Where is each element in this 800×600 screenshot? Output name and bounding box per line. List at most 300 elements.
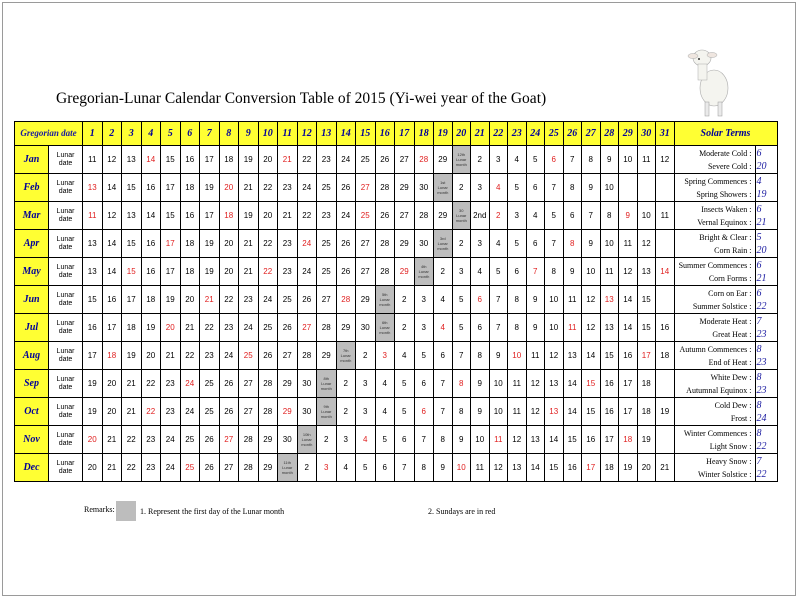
lunar-date-cell: 10 — [489, 398, 508, 426]
lunar-date-cell: 23 — [219, 314, 239, 342]
lunar-date-cell: 8 — [508, 314, 527, 342]
lunar-date-cell: 21 — [656, 454, 675, 482]
lunar-date-cell: 13 — [526, 426, 545, 454]
lunar-date-cell: 10 — [471, 426, 490, 454]
lunar-date-cell: 13 — [637, 258, 656, 286]
lunar-date-cell: 21 — [200, 286, 220, 314]
lunar-date-cell: 30 — [414, 174, 434, 202]
lunar-date-cell: 24 — [161, 454, 181, 482]
lunar-date-cell — [656, 174, 675, 202]
new-month-caption: Lunar month — [320, 381, 332, 391]
lunar-date-label: Lunar date — [49, 314, 83, 342]
conversion-table — [14, 121, 778, 482]
lunar-date-cell: 3 — [452, 258, 471, 286]
lunar-date-cell: 17 — [161, 174, 181, 202]
lunar-date-cell: 24 — [297, 174, 317, 202]
lunar-date-cell: 14 — [102, 230, 122, 258]
solar-term-days — [755, 370, 777, 398]
solar-term-name: Vernal Equinox : — [697, 217, 752, 227]
lunar-date-cell: 3 — [356, 370, 376, 398]
lunar-date-cell: 9 — [582, 174, 601, 202]
lunar-date-cell: 26 — [258, 342, 278, 370]
lunar-date-cell: 17 — [102, 314, 122, 342]
lunar-date-cell: 29 — [336, 314, 356, 342]
solar-term-day: 20 — [756, 244, 767, 256]
lunar-date-cell: 12 — [582, 314, 601, 342]
solar-term-days — [755, 174, 777, 202]
lunar-date-cell: 19 — [122, 342, 142, 370]
solar-term-days — [755, 230, 777, 258]
lunar-date-cell: 24 — [258, 286, 278, 314]
lunar-date-cell: 17 — [619, 398, 638, 426]
lunar-date-cell: 29 — [278, 398, 298, 426]
solar-term-day: 6 — [756, 259, 762, 271]
month-row-mar — [15, 202, 778, 230]
lunar-date-cell: 7 — [452, 342, 471, 370]
lunar-date-cell: 2nd — [471, 202, 490, 230]
lunar-date-cell: 6 — [526, 174, 545, 202]
lunar-date-cell: 29 — [317, 342, 337, 370]
lunar-date-cell: 5 — [545, 202, 564, 230]
lunar-date-cell: 25 — [278, 286, 298, 314]
lunar-date-cell: 19 — [239, 146, 259, 174]
lunar-date-cell: 20 — [258, 202, 278, 230]
solar-term-day: 7 — [756, 315, 762, 327]
lunar-date-cell: 17 — [600, 426, 619, 454]
lunar-date-cell — [656, 230, 675, 258]
lunar-date-cell: 13 — [508, 454, 527, 482]
lunar-date-cell: 15 — [563, 426, 582, 454]
day-header-5: 5 — [161, 122, 181, 146]
solar-term-name: Corn Rain : — [714, 245, 752, 255]
lunar-date-cell: 16 — [141, 258, 161, 286]
day-header-30: 30 — [637, 122, 656, 146]
new-month-ordinal: 3rd — [439, 236, 446, 241]
lunar-date-cell: 19 — [200, 230, 220, 258]
lunar-date-cell: 10 — [619, 146, 638, 174]
lunar-date-cell: 10 — [545, 314, 564, 342]
lunar-date-cell: 23 — [317, 202, 337, 230]
lunar-date-cell: 13 — [122, 202, 142, 230]
lunar-date-cell: 7 — [489, 286, 508, 314]
lunar-date-cell: 18 — [600, 454, 619, 482]
lunar-date-cell: 7 — [395, 454, 415, 482]
lunar-date-cell: 19 — [200, 258, 220, 286]
solar-terms-header: Solar Terms — [674, 122, 777, 146]
lunar-date-cell: 15 — [600, 342, 619, 370]
lunar-date-cell: 23 — [161, 370, 181, 398]
lunar-date-cell: 13 — [600, 286, 619, 314]
new-month-ordinal: 11th — [283, 460, 291, 465]
lunar-date-label: Lunar date — [49, 370, 83, 398]
lunar-date-cell: 3 — [414, 286, 434, 314]
lunar-date-cell: 25 — [317, 258, 337, 286]
lunar-date-cell: 23 — [161, 398, 181, 426]
new-lunar-month-cell — [452, 202, 471, 230]
lunar-date-cell: 21 — [239, 258, 259, 286]
day-header-24: 24 — [526, 122, 545, 146]
lunar-date-cell: 18 — [102, 342, 122, 370]
lunar-date-cell: 13 — [83, 174, 103, 202]
new-month-caption: Lunar month — [437, 185, 449, 195]
new-month-caption: Lunar month — [379, 297, 391, 307]
new-lunar-month-cell — [375, 286, 395, 314]
lunar-date-cell: 10 — [637, 202, 656, 230]
lunar-date-cell: 9 — [434, 454, 453, 482]
lunar-date-cell: 20 — [258, 146, 278, 174]
lunar-date-label: Lunar date — [49, 174, 83, 202]
lunar-date-cell: 20 — [637, 454, 656, 482]
lunar-date-cell: 9 — [452, 426, 471, 454]
solar-term-days — [755, 258, 777, 286]
month-name: Jan — [15, 146, 49, 174]
lunar-date-cell: 17 — [161, 258, 181, 286]
solar-term-days — [755, 342, 777, 370]
day-header-12: 12 — [297, 122, 317, 146]
solar-term-day: 8 — [756, 427, 762, 439]
new-month-ordinal: 7th — [342, 348, 349, 353]
lunar-date-cell: 22 — [297, 202, 317, 230]
solar-term-days — [755, 454, 777, 482]
lunar-date-cell: 6 — [563, 202, 582, 230]
new-month-ordinal: 30 — [459, 208, 464, 213]
lunar-date-cell: 22 — [297, 146, 317, 174]
lunar-date-cell: 14 — [656, 258, 675, 286]
lunar-date-cell: 29 — [434, 146, 453, 174]
lunar-date-cell: 19 — [141, 314, 161, 342]
lunar-date-cell: 7 — [582, 202, 601, 230]
lunar-date-cell: 2 — [489, 202, 508, 230]
new-month-ordinal: 12th — [457, 152, 466, 157]
lunar-date-cell: 6 — [471, 286, 490, 314]
lunar-date-cell: 29 — [434, 202, 453, 230]
new-lunar-month-cell — [434, 230, 453, 258]
lunar-date-cell: 2 — [336, 370, 356, 398]
lunar-date-cell: 16 — [102, 286, 122, 314]
header-row — [15, 122, 778, 146]
lunar-date-cell: 26 — [375, 146, 395, 174]
lunar-date-cell: 5 — [395, 398, 415, 426]
lunar-date-cell: 28 — [375, 230, 395, 258]
day-header-3: 3 — [122, 122, 142, 146]
lunar-date-cell: 4 — [356, 426, 376, 454]
lunar-date-cell: 18 — [619, 426, 638, 454]
lunar-date-cell: 16 — [141, 230, 161, 258]
lunar-date-cell: 16 — [180, 202, 200, 230]
lunar-date-cell: 8 — [414, 454, 434, 482]
lunar-date-cell: 28 — [375, 174, 395, 202]
lunar-date-cell: 16 — [180, 146, 200, 174]
lunar-date-cell: 11 — [656, 202, 675, 230]
lunar-date-cell: 29 — [395, 174, 415, 202]
month-row-may — [15, 258, 778, 286]
lunar-date-cell: 18 — [141, 286, 161, 314]
lunar-date-cell: 7 — [434, 370, 453, 398]
lunar-date-cell: 17 — [200, 202, 220, 230]
lunar-date-cell: 18 — [180, 258, 200, 286]
lunar-date-cell: 10 — [489, 370, 508, 398]
lunar-date-cell: 14 — [619, 286, 638, 314]
lunar-date-cell: 12 — [489, 454, 508, 482]
lunar-date-cell: 30 — [414, 230, 434, 258]
solar-term-name: Summer Solstice : — [692, 301, 752, 311]
lunar-date-cell: 12 — [619, 258, 638, 286]
lunar-date-cell: 13 — [83, 258, 103, 286]
new-month-ordinal: 1st — [440, 180, 446, 185]
day-header-31: 31 — [656, 122, 675, 146]
day-header-7: 7 — [200, 122, 220, 146]
lunar-date-cell: 10 — [545, 286, 564, 314]
lunar-date-cell: 24 — [336, 146, 356, 174]
lunar-date-cell: 2 — [452, 230, 471, 258]
lunar-date-cell: 25 — [200, 398, 220, 426]
solar-term-day: 22 — [756, 300, 767, 312]
lunar-date-cell: 7 — [434, 398, 453, 426]
lunar-date-cell: 21 — [161, 342, 181, 370]
lunar-date-cell: 29 — [258, 426, 278, 454]
lunar-date-cell: 13 — [83, 230, 103, 258]
solar-term-day: 6 — [756, 147, 762, 159]
lunar-date-cell: 27 — [356, 174, 376, 202]
lunar-date-cell: 3 — [336, 426, 356, 454]
lunar-date-cell: 27 — [395, 146, 415, 174]
month-name: Mar — [15, 202, 49, 230]
solar-term-names — [674, 398, 755, 426]
lunar-date-cell: 28 — [239, 454, 259, 482]
lunar-date-cell: 8 — [545, 258, 564, 286]
lunar-date-cell: 5 — [452, 286, 471, 314]
lunar-date-cell: 14 — [141, 202, 161, 230]
lunar-date-cell: 2 — [395, 314, 415, 342]
lunar-date-cell: 7 — [489, 314, 508, 342]
lunar-date-cell: 27 — [395, 202, 415, 230]
lunar-date-cell: 27 — [317, 286, 337, 314]
lunar-date-cell: 22 — [141, 370, 161, 398]
lunar-date-cell: 11 — [563, 314, 582, 342]
lunar-date-cell: 30 — [297, 370, 317, 398]
lunar-date-cell: 4 — [395, 342, 415, 370]
lunar-date-cell: 19 — [619, 454, 638, 482]
lunar-date-cell: 21 — [102, 454, 122, 482]
lunar-date-label: Lunar date — [49, 202, 83, 230]
solar-term-day: 21 — [756, 272, 767, 284]
lunar-date-cell: 19 — [83, 398, 103, 426]
new-lunar-month-cell — [278, 454, 298, 482]
lunar-date-cell: 29 — [395, 230, 415, 258]
lunar-date-label: Lunar date — [49, 398, 83, 426]
lunar-date-cell: 27 — [278, 342, 298, 370]
lunar-date-cell: 29 — [356, 286, 376, 314]
new-lunar-month-cell — [414, 258, 434, 286]
solar-term-day: 6 — [756, 203, 762, 215]
lunar-date-cell: 4 — [508, 146, 527, 174]
month-name: Jul — [15, 314, 49, 342]
solar-term-name: Moderate Heat : — [699, 316, 752, 326]
month-name: Oct — [15, 398, 49, 426]
lunar-date-cell: 14 — [563, 370, 582, 398]
month-row-jun — [15, 286, 778, 314]
solar-term-day: 19 — [756, 188, 767, 200]
month-name: May — [15, 258, 49, 286]
lunar-date-cell: 11 — [600, 258, 619, 286]
lunar-date-cell: 3 — [471, 174, 490, 202]
lunar-date-cell: 17 — [582, 454, 601, 482]
lunar-date-cell: 22 — [200, 314, 220, 342]
lunar-date-cell: 29 — [278, 370, 298, 398]
day-header-28: 28 — [600, 122, 619, 146]
lunar-date-cell: 19 — [656, 398, 675, 426]
lunar-date-cell: 16 — [619, 342, 638, 370]
new-month-ordinal: 6th — [381, 320, 388, 325]
lunar-date-cell: 16 — [83, 314, 103, 342]
lunar-date-cell: 20 — [180, 286, 200, 314]
solar-term-name: Bright & Clear : — [699, 232, 752, 242]
lunar-date-cell: 12 — [526, 398, 545, 426]
lunar-date-cell: 22 — [258, 174, 278, 202]
lunar-date-cell: 23 — [278, 174, 298, 202]
lunar-date-cell: 20 — [141, 342, 161, 370]
month-row-oct — [15, 398, 778, 426]
solar-term-day: 6 — [756, 287, 762, 299]
new-lunar-month-cell — [434, 174, 453, 202]
lunar-date-cell: 25 — [317, 230, 337, 258]
lunar-date-cell: 23 — [239, 286, 259, 314]
solar-term-names — [674, 342, 755, 370]
month-name: Dec — [15, 454, 49, 482]
lunar-date-cell: 8 — [452, 370, 471, 398]
day-header-18: 18 — [414, 122, 434, 146]
lunar-date-cell: 2 — [297, 454, 317, 482]
lunar-date-cell: 28 — [258, 370, 278, 398]
lunar-date-cell: 21 — [239, 174, 259, 202]
lunar-date-cell: 19 — [161, 286, 181, 314]
lunar-date-cell: 20 — [83, 454, 103, 482]
new-month-caption: Lunar month — [281, 465, 293, 475]
lunar-date-cell: 15 — [637, 314, 656, 342]
lunar-date-cell: 22 — [122, 454, 142, 482]
lunar-date-cell: 17 — [619, 370, 638, 398]
new-month-caption: Lunar month — [340, 353, 352, 363]
lunar-date-cell: 11 — [471, 454, 490, 482]
lunar-date-cell: 20 — [83, 426, 103, 454]
solar-term-days — [755, 398, 777, 426]
lunar-date-cell: 26 — [336, 230, 356, 258]
day-header-10: 10 — [258, 122, 278, 146]
lunar-date-cell: 17 — [637, 342, 656, 370]
day-header-14: 14 — [336, 122, 356, 146]
lunar-date-cell: 10 — [508, 342, 527, 370]
lunar-date-cell: 8 — [452, 398, 471, 426]
lunar-date-cell: 8 — [582, 146, 601, 174]
lunar-date-cell: 7 — [526, 258, 545, 286]
lunar-date-cell: 3 — [317, 454, 337, 482]
lunar-date-cell: 12 — [526, 370, 545, 398]
lunar-date-cell: 14 — [563, 398, 582, 426]
month-row-apr — [15, 230, 778, 258]
solar-term-day: 24 — [756, 412, 767, 424]
day-header-20: 20 — [452, 122, 471, 146]
lunar-date-cell: 13 — [122, 146, 142, 174]
lunar-date-cell: 6 — [414, 370, 434, 398]
lunar-date-cell: 15 — [161, 146, 181, 174]
new-lunar-month-cell — [317, 398, 337, 426]
lunar-date-cell: 6 — [526, 230, 545, 258]
lunar-date-cell: 21 — [239, 230, 259, 258]
lunar-date-cell: 2 — [471, 146, 490, 174]
lunar-date-cell: 7 — [414, 426, 434, 454]
day-header-23: 23 — [508, 122, 527, 146]
lunar-date-cell: 15 — [545, 454, 564, 482]
month-row-nov — [15, 426, 778, 454]
lunar-date-cell: 25 — [180, 454, 200, 482]
month-name: Aug — [15, 342, 49, 370]
lunar-date-cell: 4 — [375, 370, 395, 398]
lunar-date-cell: 11 — [508, 398, 527, 426]
solar-term-name: White Dew : — [710, 372, 752, 382]
lunar-date-cell: 9 — [582, 230, 601, 258]
lunar-date-cell: 9 — [471, 398, 490, 426]
lunar-date-cell: 28 — [258, 398, 278, 426]
lunar-date-cell: 28 — [375, 258, 395, 286]
solar-term-day: 20 — [756, 160, 767, 172]
lunar-date-cell: 11 — [83, 146, 103, 174]
lunar-date-cell: 3 — [375, 342, 395, 370]
solar-term-days — [755, 286, 777, 314]
lunar-date-cell: 28 — [414, 146, 434, 174]
lunar-date-cell: 26 — [336, 258, 356, 286]
lunar-date-cell: 22 — [258, 258, 278, 286]
month-row-dec — [15, 454, 778, 482]
lunar-date-cell: 12 — [582, 286, 601, 314]
new-month-ordinal: 5th — [381, 292, 388, 297]
lunar-date-label: Lunar date — [49, 286, 83, 314]
lunar-date-cell: 16 — [582, 426, 601, 454]
lunar-date-cell: 4 — [526, 202, 545, 230]
solar-term-names — [674, 370, 755, 398]
day-header-17: 17 — [395, 122, 415, 146]
month-row-jan — [15, 146, 778, 174]
solar-term-name: Cold Dew : — [714, 400, 752, 410]
lunar-date-cell: 19 — [239, 202, 259, 230]
lunar-date-cell: 11 — [619, 230, 638, 258]
lunar-date-cell: 25 — [200, 370, 220, 398]
lunar-date-cell: 2 — [356, 342, 376, 370]
remark-first-day: 1. Represent the first day of the Lunar month — [140, 507, 285, 516]
lunar-date-cell: 19 — [637, 426, 656, 454]
lunar-date-cell: 26 — [375, 202, 395, 230]
lunar-date-cell: 13 — [545, 398, 564, 426]
month-row-feb — [15, 174, 778, 202]
lunar-date-cell: 24 — [297, 258, 317, 286]
lunar-date-cell: 4 — [489, 230, 508, 258]
new-lunar-month-cell — [452, 146, 471, 174]
solar-term-name: Insects Waken : — [701, 204, 752, 214]
lunar-date-cell: 2 — [317, 426, 337, 454]
lunar-date-cell: 15 — [122, 174, 142, 202]
lunar-date-cell: 7 — [545, 174, 564, 202]
new-month-caption: Lunar month — [301, 437, 313, 447]
lunar-date-cell: 25 — [317, 174, 337, 202]
day-header-27: 27 — [582, 122, 601, 146]
lunar-date-cell: 12 — [508, 426, 527, 454]
new-month-ordinal: 10th — [302, 432, 311, 437]
day-header-21: 21 — [471, 122, 490, 146]
solar-term-name: Great Heat : — [712, 329, 752, 339]
lunar-date-cell: 17 — [200, 146, 220, 174]
lunar-date-cell: 15 — [122, 230, 142, 258]
lunar-date-label: Lunar date — [49, 342, 83, 370]
lunar-date-cell: 24 — [336, 202, 356, 230]
